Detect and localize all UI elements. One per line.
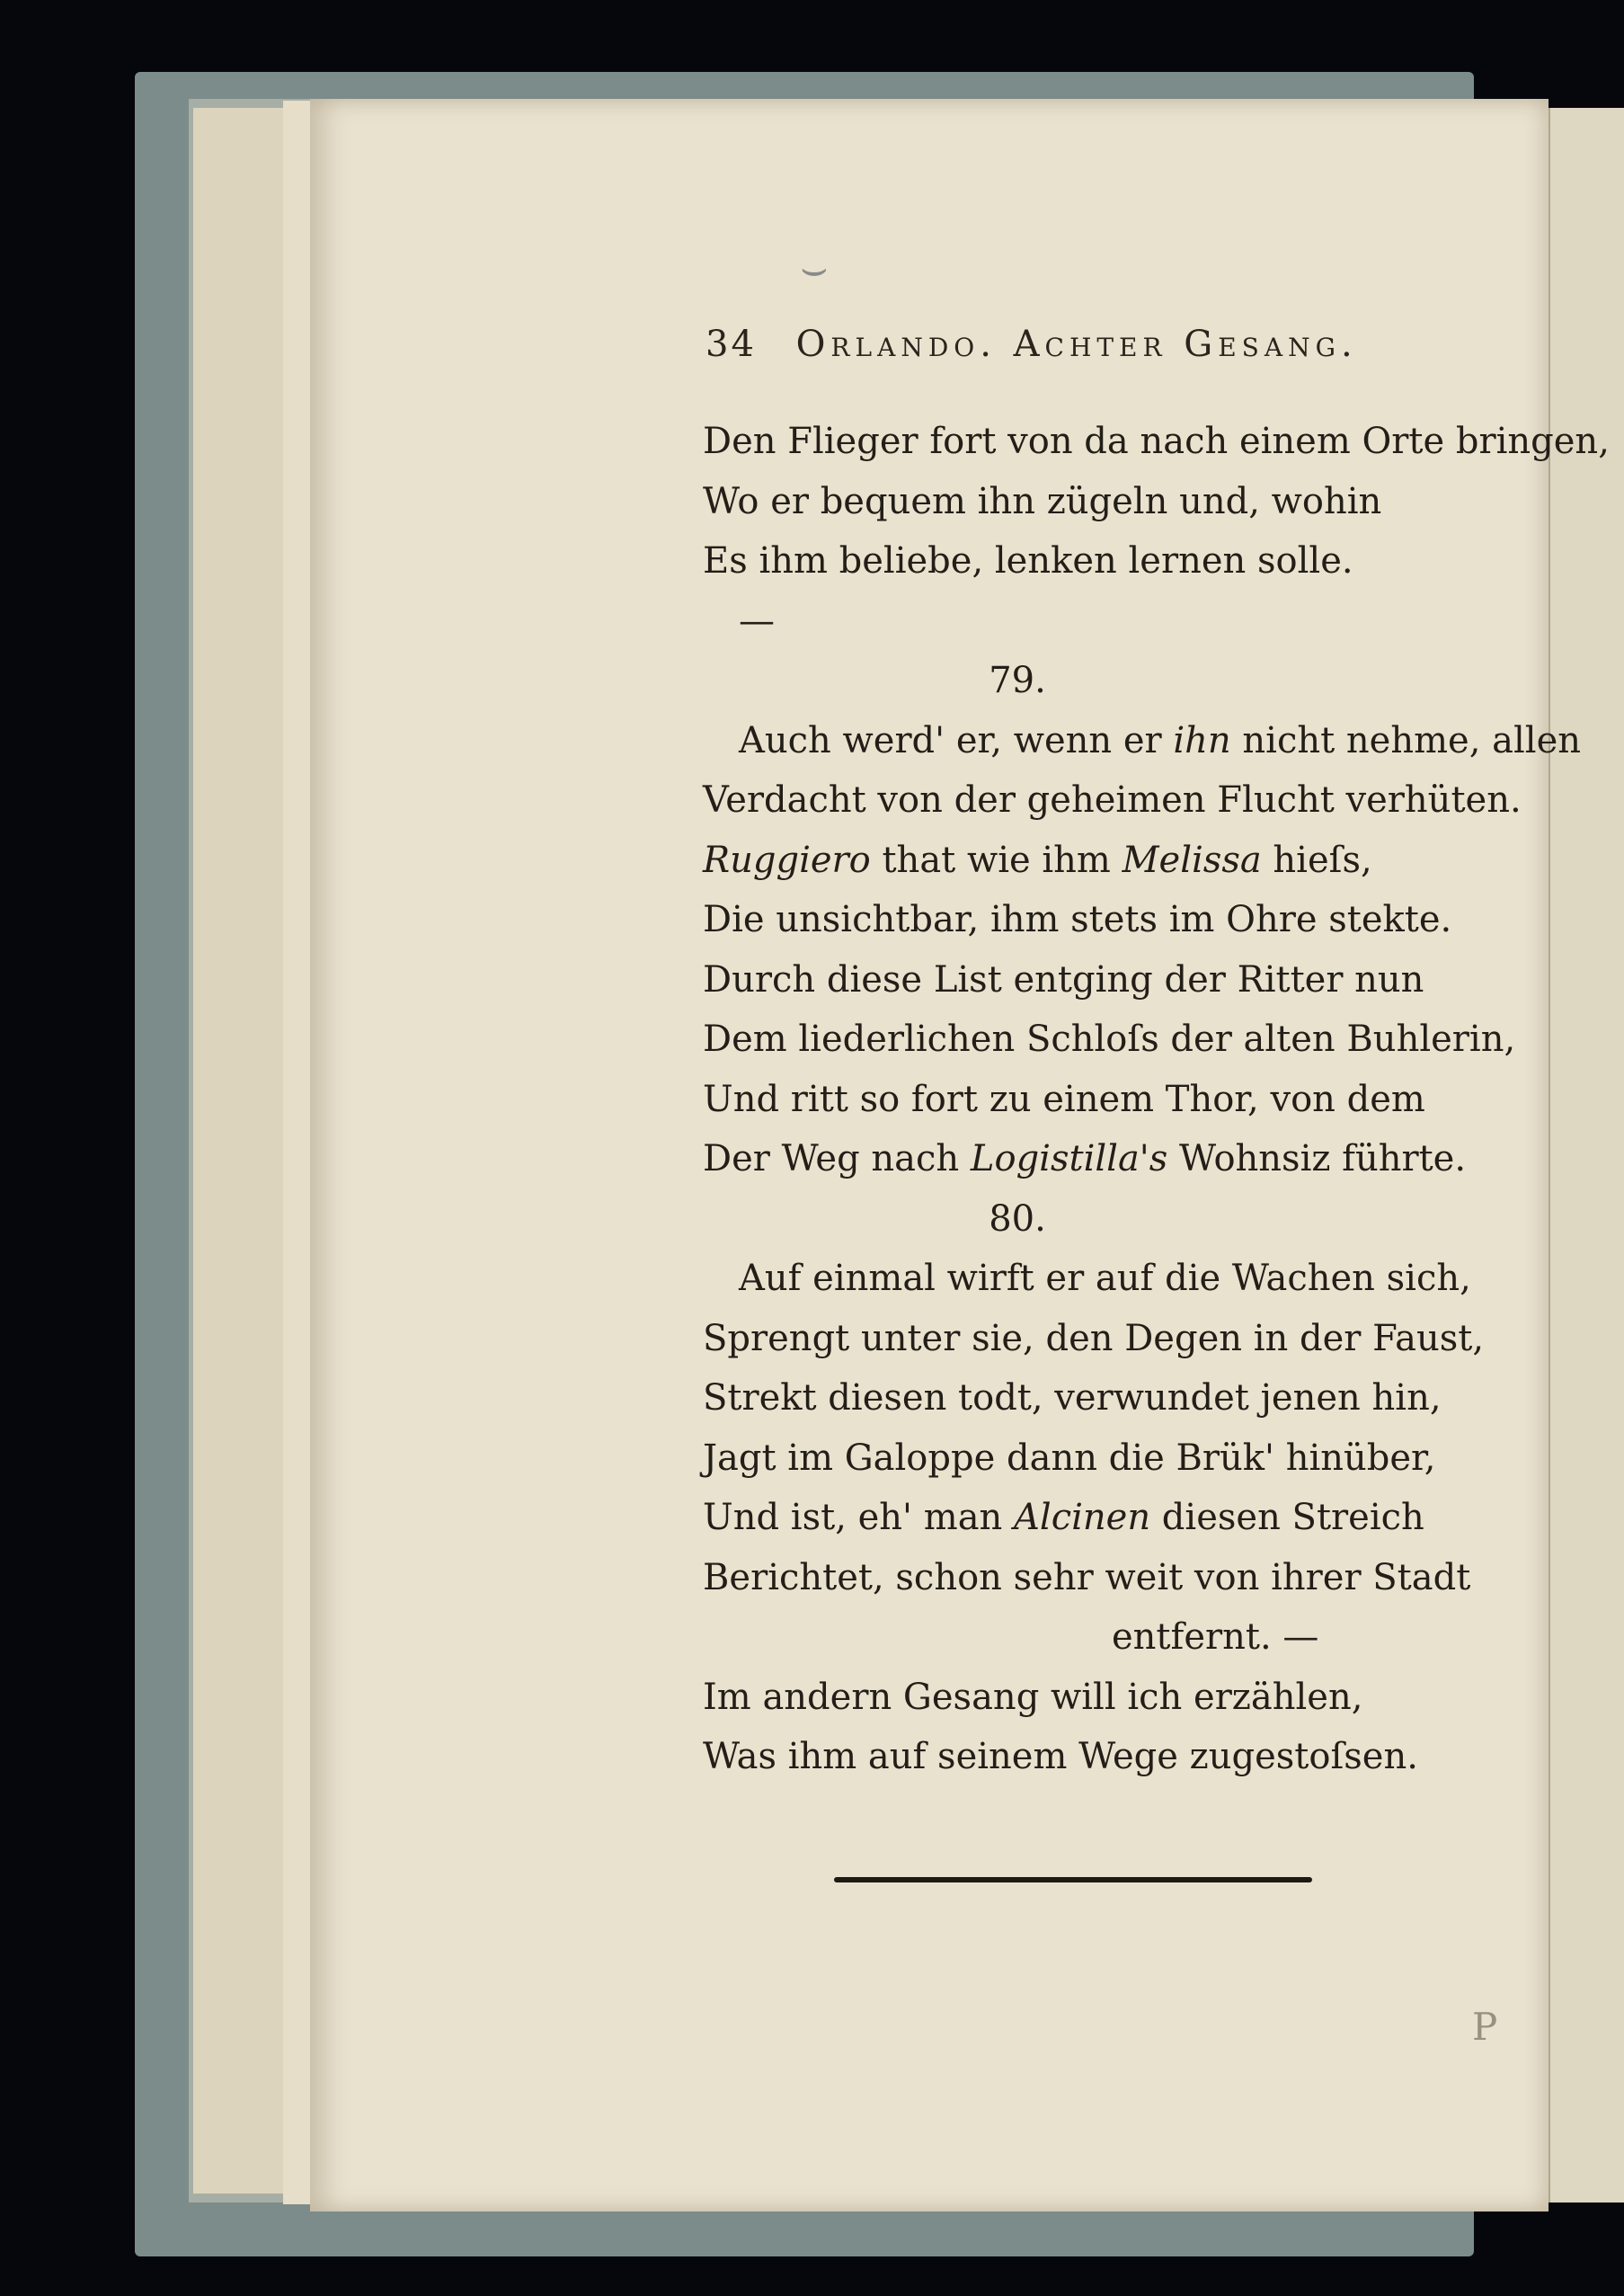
verse-line: Jagt im Galoppe dann die Brük' hinüber, [703,1437,1436,1479]
verse-line: Dem liederlichen Schloſs der alten Buhlerin, [703,1019,1516,1060]
running-head [706,324,1424,365]
facing-page-letter: P [1472,2005,1498,2049]
verse-line: Auch werd' er, wenn er ihn nicht nehme, allen [739,719,1582,761]
running-title: Orlando. Achter Gesang. [795,324,1358,365]
verse-line: Berichtet, schon sehr weit von ihrer Stadt [703,1556,1471,1598]
verse-line: Durch diese List entging der Ritter nun [703,958,1424,1001]
poem-text [703,412,1610,1787]
verse-line: Sprengt unter sie, den Degen in der Faust, [703,1317,1485,1359]
verse-line: Strekt diesen todt, verwundet jenen hin, [703,1377,1442,1419]
verse-line-turnover: entfernt. — [1112,1616,1319,1658]
stanza-number: 79. [989,660,1046,701]
end-rule [834,1877,1312,1882]
verse-line: Den Flieger fort von da nach einem Orte bringen, [703,421,1610,462]
stanza-number: 80. [989,1197,1046,1240]
verse-line: Und ist, eh' man Alcinen diesen Streich [703,1497,1424,1538]
pencil-mark: ⌣ [800,243,829,293]
verse-line: Wo er bequem ihn zügeln und, wohin [703,480,1382,522]
verse-line: Was ihm auf seinem Wege zugestoſsen. [703,1736,1418,1777]
verse-line: Und ritt so fort zu einem Thor, von dem [703,1078,1425,1120]
verse-line: Im andern Gesang will ich erzählen, [703,1676,1363,1718]
page-number: 34 [706,324,757,365]
verse-line: Der Weg nach Logistilla's Wohnsiz führte. [703,1138,1467,1179]
verse-line: Die unsichtbar, ihm stets im Ohre stekte. [703,899,1452,940]
verse-line: Ruggiero that wie ihm Melissa hieſs, [703,839,1372,881]
verse-line: — [739,600,775,642]
verse-line: Es ihm beliebe, lenken lernen solle. [703,540,1353,582]
verse-line: Verdacht von der geheimen Flucht verhüten. [703,779,1522,821]
verse-line: Auf einmal wirft er auf die Wachen sich, [739,1258,1471,1299]
